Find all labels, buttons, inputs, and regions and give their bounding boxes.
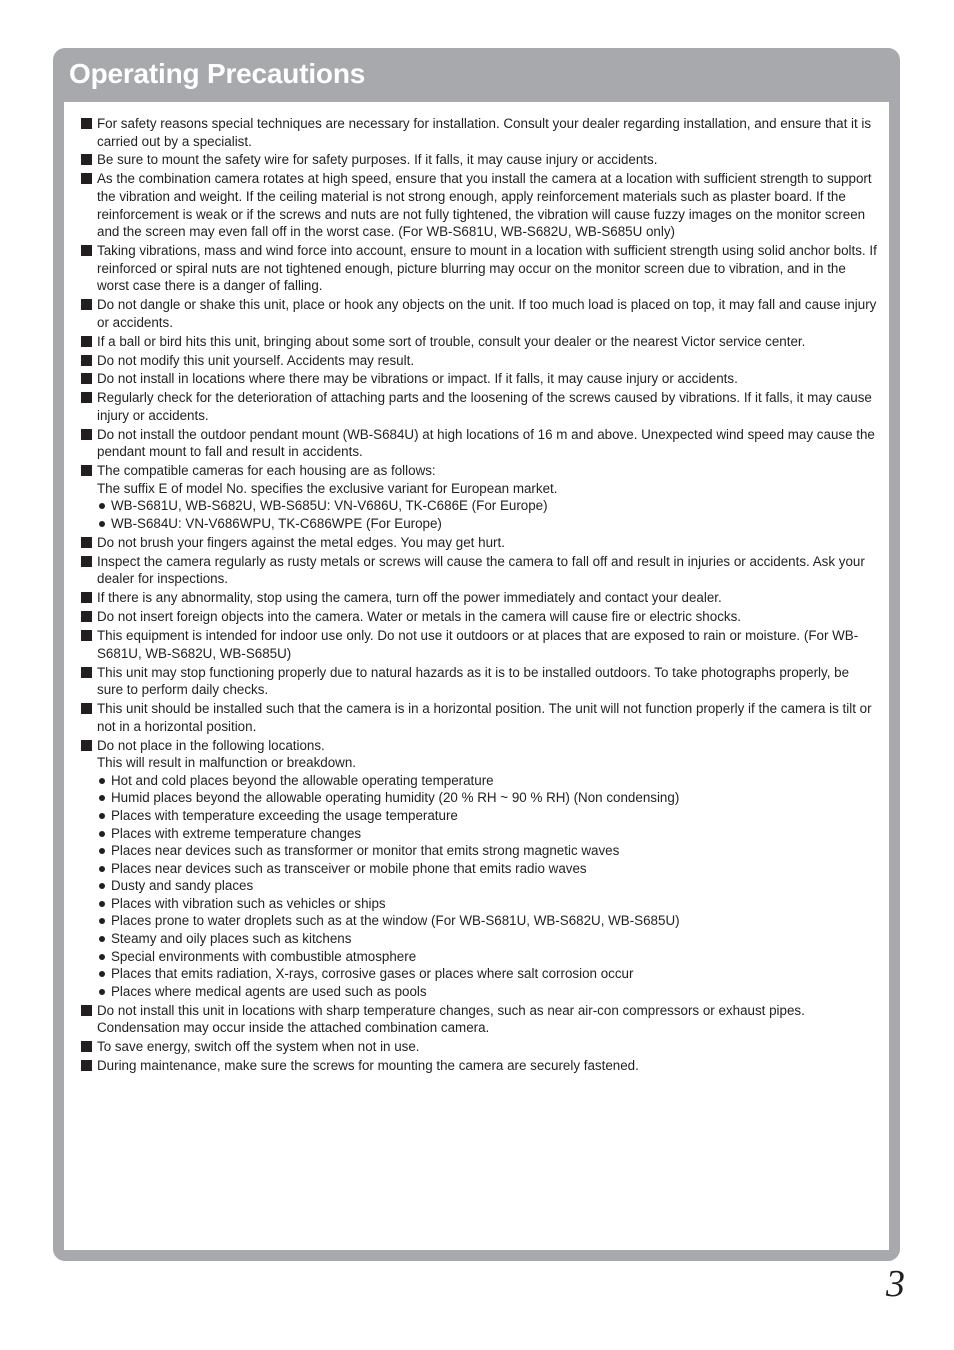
square-bullet-icon — [81, 1041, 92, 1052]
precaution-text: If a ball or bird hits this unit, bringing about some sort of trouble, consult your dealer or the nearest Victor service center. — [97, 333, 806, 349]
square-bullet-icon — [81, 299, 92, 310]
square-bullet-icon — [81, 537, 92, 548]
precaution-item — [81, 170, 877, 240]
square-bullet-icon — [81, 245, 92, 256]
sub-list-text: WB-S681U, WB-S682U, WB-S685U: VN-V686U, TK-C686E (For Europe) — [111, 498, 548, 514]
round-bullet-icon — [99, 901, 105, 907]
sub-list-item — [97, 807, 877, 825]
precaution-item — [81, 1002, 877, 1037]
square-bullet-icon — [81, 392, 92, 403]
sub-list-item — [97, 497, 877, 515]
precaution-text: Do not install the outdoor pendant mount (WB-S684U) at high locations of 16 m and above. Unexpected wind speed may cause the pendant mount to fall and result in accidents. — [97, 426, 875, 460]
square-bullet-icon — [81, 556, 92, 567]
sub-list — [97, 772, 877, 1001]
sub-list — [97, 497, 877, 532]
precaution-item — [81, 737, 877, 1001]
precaution-item — [81, 296, 877, 331]
sub-list-item — [97, 983, 877, 1001]
precaution-item — [81, 115, 877, 150]
page-title: Operating Precautions — [69, 58, 366, 89]
square-bullet-icon — [81, 1060, 92, 1071]
sub-list-item — [97, 965, 877, 983]
sub-list-item — [97, 895, 877, 913]
sub-list-item — [97, 930, 877, 948]
sub-list-item — [97, 877, 877, 895]
square-bullet-icon — [81, 667, 92, 678]
precaution-text: If there is any abnormality, stop using the camera, turn off the power immediately and contact your dealer. — [97, 590, 722, 606]
sub-list-text: Places near devices such as transceiver or mobile phone that emits radio waves — [111, 860, 587, 876]
square-bullet-icon — [81, 1005, 92, 1016]
precaution-item — [81, 151, 877, 169]
sub-list-item — [97, 842, 877, 860]
precaution-item — [81, 389, 877, 424]
precaution-text: The compatible cameras for each housing are as follows: — [97, 463, 436, 479]
round-bullet-icon — [99, 521, 105, 527]
sub-list-text: Places with vibration such as vehicles or ships — [111, 895, 386, 911]
sub-list-text: Humid places beyond the allowable operating humidity (20 % RH ~ 90 % RH) (Non condensing) — [111, 790, 680, 806]
round-bullet-icon — [99, 918, 105, 924]
sub-list-text: Dusty and sandy places — [111, 878, 254, 894]
sub-list-item — [97, 789, 877, 807]
precaution-item — [81, 534, 877, 552]
round-bullet-icon — [99, 971, 105, 977]
precaution-item — [81, 462, 877, 532]
sub-list-text: Hot and cold places beyond the allowable operating temperature — [111, 772, 494, 788]
round-bullet-icon — [99, 778, 105, 784]
sub-list-item — [97, 912, 877, 930]
precaution-text: As the combination camera rotates at high speed, ensure that you install the camera at a location with sufficient strength to support the vibration and weight. If the ceiling material is not strong enough, apply reinforcement materials such as plaster board. If the reinforcement is weak or if the screws and nuts are not fully tightened, the vibration will cause fuzzy images on the monitor screen and the screen may even fall off in the worst case. (For WB-S681U, WB-S682U, WB-S685U only) — [97, 171, 872, 240]
square-bullet-icon — [81, 703, 92, 714]
precaution-text: Regularly check for the deterioration of attaching parts and the loosening of the screws caused by vibrations. If it falls, it may cause injury or accidents. — [97, 390, 872, 423]
sub-list-text: Steamy and oily places such as kitchens — [111, 931, 352, 947]
sub-list-text: Places near devices such as transformer or monitor that emits strong magnetic waves — [111, 843, 620, 859]
precaution-item — [81, 370, 877, 388]
sub-list-text: Places where medical agents are used such as pools — [111, 983, 427, 999]
precaution-item — [81, 553, 877, 588]
round-bullet-icon — [99, 831, 105, 837]
sub-list-text: Places prone to water droplets such as at the window (For WB-S681U, WB-S682U, WB-S685U) — [111, 913, 680, 929]
round-bullet-icon — [99, 813, 105, 819]
precautions-content — [64, 102, 889, 1250]
round-bullet-icon — [99, 883, 105, 889]
precaution-text: During maintenance, make sure the screws for mounting the camera are securely fastened. — [97, 1058, 639, 1074]
precaution-text: Do not install in locations where there may be vibrations or impact. If it falls, it may cause injury or accidents. — [97, 371, 738, 387]
sub-list-text: Special environments with combustible atmosphere — [111, 948, 417, 964]
precaution-item — [81, 1057, 877, 1075]
precaution-item — [81, 1038, 877, 1056]
sub-list-item — [97, 515, 877, 533]
precaution-text: Inspect the camera regularly as rusty metals or screws will cause the camera to fall off and result in injuries or accidents. Ask your dealer for inspections. — [97, 553, 865, 587]
precaution-text: Do not dangle or shake this unit, place or hook any objects on the unit. If too much load is placed on top, it may fall and cause injury or accidents. — [97, 297, 877, 330]
precaution-text: Do not place in the following locations. — [97, 737, 325, 753]
square-bullet-icon — [81, 465, 92, 476]
round-bullet-icon — [99, 954, 105, 960]
precaution-text: Do not modify this unit yourself. Accidents may result. — [97, 352, 415, 368]
precaution-text: Taking vibrations, mass and wind force into account, ensure to mount in a location with sufficient strength using solid anchor bolts. If reinforced or spiral nuts are not tightened enough, picture blurring may occur on the monitor screen due to vibration, and in the worst case there is a danger of falling. — [97, 243, 877, 294]
precaution-text: This unit may stop functioning properly due to natural hazards as it is to be installed outdoors. To take photographs properly, be sure to perform daily checks. — [97, 664, 850, 698]
precaution-text: Do not install this unit in locations with sharp temperature changes, such as near air-con compressors or exhaust pipes. Condensation may occur inside the attached combination camera. — [97, 1002, 805, 1036]
round-bullet-icon — [99, 848, 105, 854]
square-bullet-icon — [81, 373, 92, 384]
sub-list-item — [97, 948, 877, 966]
square-bullet-icon — [81, 154, 92, 165]
precaution-text: To save energy, switch off the system when not in use. — [97, 1039, 420, 1055]
precaution-item — [81, 589, 877, 607]
precaution-text: Do not insert foreign objects into the camera. Water or metals in the camera will cause fire or electric shocks. — [97, 609, 742, 625]
square-bullet-icon — [81, 336, 92, 347]
round-bullet-icon — [99, 936, 105, 942]
precaution-text: Do not brush your fingers against the metal edges. You may get hurt. — [97, 534, 505, 550]
round-bullet-icon — [99, 989, 105, 995]
precaution-item — [81, 242, 877, 295]
square-bullet-icon — [81, 355, 92, 366]
precaution-text: This unit should be installed such that the camera is in a horizontal position. The unit will not function properly if the camera is tilt or not in a horizontal position. — [97, 701, 872, 734]
precaution-item — [81, 627, 877, 662]
sub-list-text: WB-S684U: VN-V686WPU, TK-C686WPE (For Europe) — [111, 516, 442, 532]
precaution-item — [81, 333, 877, 351]
sub-list-text: Places with temperature exceeding the usage temperature — [111, 807, 458, 823]
precaution-text: For safety reasons special techniques are necessary for installation. Consult your dealer regarding installation, and ensure that it is carried out by a specialist. — [97, 116, 872, 149]
square-bullet-icon — [81, 630, 92, 641]
precaution-text: Be sure to mount the safety wire for safety purposes. If it falls, it may cause injury or accidents. — [97, 152, 658, 168]
sub-list-item — [97, 860, 877, 878]
sub-list-text: Places that emits radiation, X-rays, corrosive gases or places where salt corrosion occur — [111, 966, 634, 982]
precaution-item — [81, 700, 877, 735]
precaution-item — [81, 664, 877, 699]
precaution-text: The suffix E of model No. specifies the exclusive variant for European market. — [97, 480, 558, 496]
precaution-item — [81, 608, 877, 626]
sub-list-item — [97, 772, 877, 790]
precautions-panel — [53, 48, 900, 1261]
precaution-item — [81, 426, 877, 461]
square-bullet-icon — [81, 592, 92, 603]
precaution-text: This will result in malfunction or breakdown. — [97, 755, 356, 771]
square-bullet-icon — [81, 740, 92, 751]
precaution-text: This equipment is intended for indoor use only. Do not use it outdoors or at places that are exposed to rain or moisture. (For WB-S681U, WB-S682U, WB-S685U) — [97, 628, 859, 661]
square-bullet-icon — [81, 429, 92, 440]
round-bullet-icon — [99, 503, 105, 509]
round-bullet-icon — [99, 866, 105, 872]
page-number: 3 — [886, 1263, 905, 1305]
square-bullet-icon — [81, 118, 92, 129]
square-bullet-icon — [81, 611, 92, 622]
square-bullet-icon — [81, 173, 92, 184]
sub-list-item — [97, 825, 877, 843]
precaution-item — [81, 352, 877, 370]
round-bullet-icon — [99, 795, 105, 801]
precautions-list — [81, 115, 877, 1076]
sub-list-text: Places with extreme temperature changes — [111, 825, 362, 841]
